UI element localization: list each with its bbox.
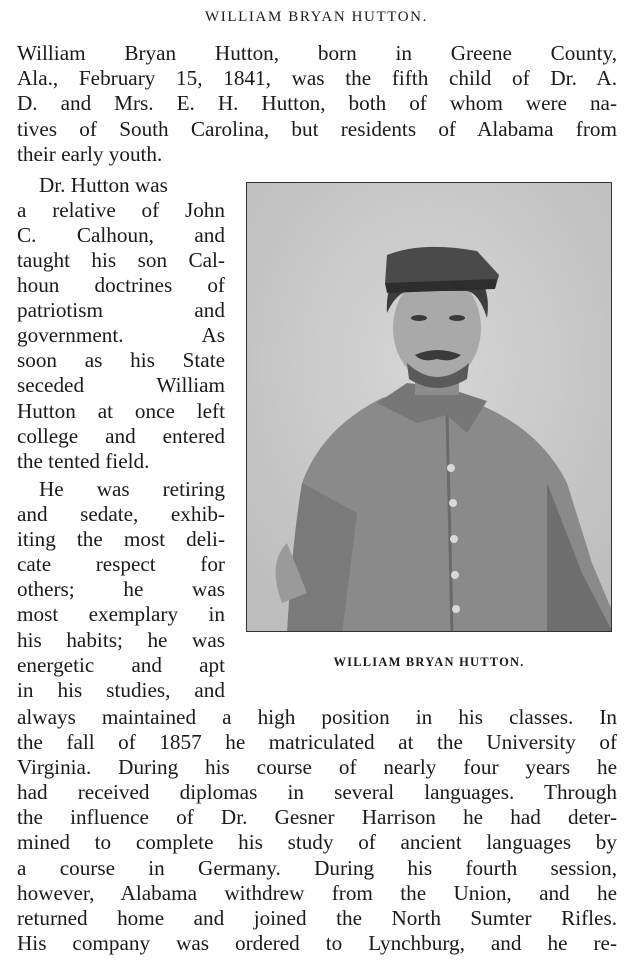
text-line: mined to complete his study of ancient languages by (17, 830, 617, 854)
text-line: Dr. Hutton was (39, 173, 168, 197)
text-line: seceded William (17, 373, 225, 397)
text-line: however, Alabama withdrew from the Union, and he (17, 881, 617, 905)
text-line: a course in Germany. During his fourth session, (17, 856, 617, 880)
text-line: He was retiring (39, 477, 225, 501)
text-line: patriotism and (17, 298, 225, 322)
text-line: the tented field. (17, 449, 150, 473)
portrait-figure (247, 183, 612, 632)
portrait-photo (246, 182, 612, 632)
text-line: government. As (17, 323, 225, 347)
text-line: Ala., February 15, 1841, was the fifth child of Dr. A. (17, 66, 617, 90)
text-line: the influence of Dr. Gesner Harrison he had deter- (17, 805, 617, 829)
text-line: soon as his State (17, 348, 225, 372)
text-line: and sedate, exhib- (17, 502, 225, 526)
text-line: iting the most deli- (17, 527, 225, 551)
text-line: had received diplomas in several languages. Through (17, 780, 617, 804)
text-line: college and entered (17, 424, 225, 448)
text-line: taught his son Cal- (17, 248, 225, 272)
text-line: most exemplary in (17, 602, 225, 626)
text-line: D. and Mrs. E. H. Hutton, both of whom were na- (17, 91, 617, 115)
text-line: his habits; he was (17, 628, 225, 652)
text-line: William Bryan Hutton, born in Greene County, (17, 41, 617, 65)
text-line: always maintained a high position in his classes. In (17, 705, 617, 729)
text-line: Virginia. During his course of nearly four years he (17, 755, 617, 779)
text-line: in his studies, and (17, 678, 225, 702)
page-heading: WILLIAM BRYAN HUTTON. (205, 9, 428, 25)
text-line: houn doctrines of (17, 273, 225, 297)
text-line: Hutton at once left (17, 399, 225, 423)
text-line: C. Calhoun, and (17, 223, 225, 247)
text-line: others; he was (17, 577, 225, 601)
text-line: tives of South Carolina, but residents of Alabama from (17, 117, 617, 141)
text-line: energetic and apt (17, 653, 225, 677)
portrait-caption: WILLIAM BRYAN HUTTON. (333, 655, 525, 669)
text-line: a relative of John (17, 198, 225, 222)
text-line: the fall of 1857 he matriculated at the University of (17, 730, 617, 754)
text-line: His company was ordered to Lynchburg, and he re- (17, 931, 617, 955)
text-line: their early youth. (17, 142, 163, 166)
text-line: returned home and joined the North Sumter Rifles. (17, 906, 617, 930)
text-line: cate respect for (17, 552, 225, 576)
